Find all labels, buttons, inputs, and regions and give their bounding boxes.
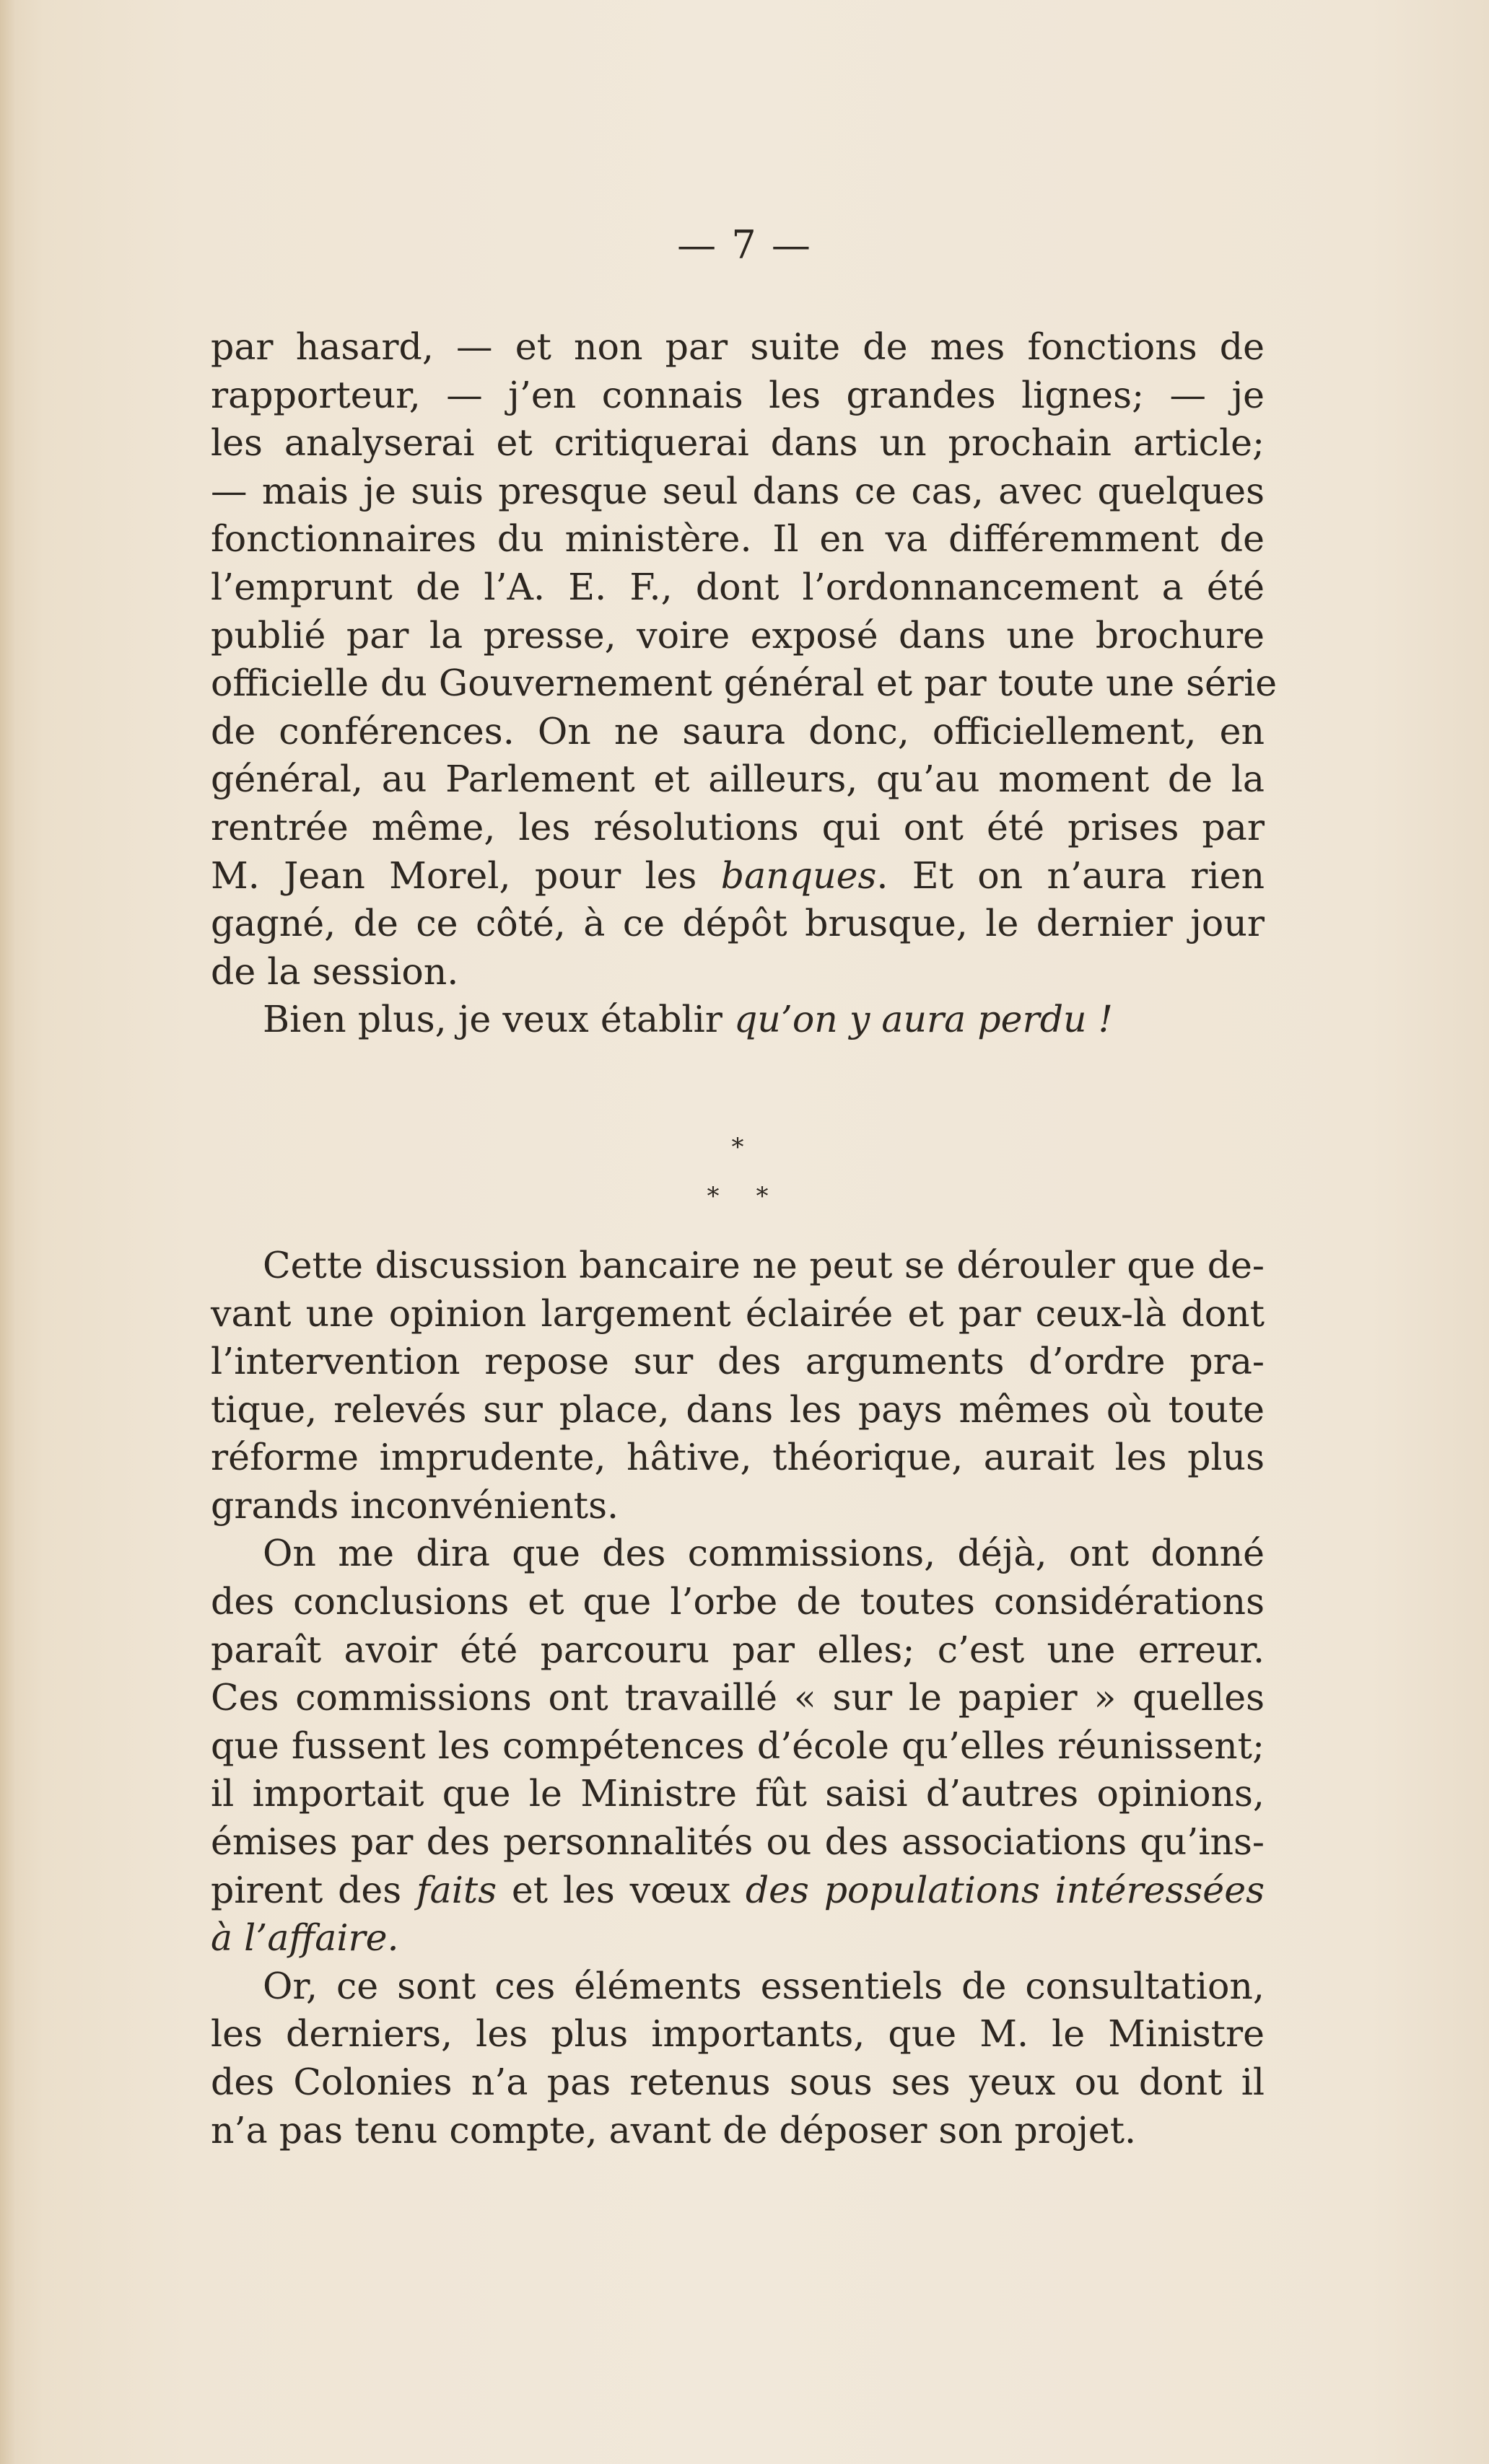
text-line: des Colonies n’a pas retenus sous ses yeux ou dont il — [211, 2061, 1265, 2103]
text-line — [211, 1867, 1265, 1915]
text-line: l’emprunt de l’A. E. F., dont l’ordonnancement a été — [211, 565, 1265, 608]
text-line: général, au Parlement et ailleurs, qu’au moment de la — [211, 758, 1265, 801]
page-body — [211, 323, 1278, 2154]
text-line: il importait que le Ministre fût saisi d’autres opinions, — [211, 1772, 1265, 1815]
text-line: n’a pas tenu compte, avant de déposer son projet. — [211, 2108, 1137, 2152]
asterism-star-left: * — [707, 1181, 720, 1211]
text-line: — mais je suis presque seul dans ce cas, avec quelques — [211, 469, 1265, 512]
asterism-separator — [211, 1044, 1265, 1268]
text-line: fonctionnaires du ministère. Il en va différemment de — [211, 517, 1265, 561]
text-run: M. Jean Morel, pour les — [211, 854, 721, 897]
text-line: de conférences. On ne saura donc, officiellement, en — [211, 709, 1265, 753]
text-line: de la session. — [211, 950, 459, 993]
text-line: les derniers, les plus importants, que M. le Ministre — [211, 2012, 1265, 2056]
text-line: grands inconvénients. — [211, 1483, 619, 1527]
text-line: les analyserai et critiquerai dans un prochain article; — [211, 421, 1265, 465]
asterism-star-right: * — [756, 1181, 769, 1211]
text-line: vant une opinion largement éclairée et par ceux-là dont — [211, 1292, 1265, 1335]
text-line: réforme imprudente, hâtive, théorique, aurait les plus — [211, 1436, 1265, 1479]
text-line: émises par des personnalités ou des associations qu’ins- — [211, 1820, 1265, 1864]
italic-text: banques — [720, 854, 877, 897]
page-number: — 7 — — [677, 222, 812, 268]
text-line: publié par la presse, voire exposé dans une brochure — [211, 613, 1265, 657]
text-line: Or, ce sont ces éléments essentiels de consultation, — [263, 1964, 1265, 2007]
text-line: tique, relevés sur place, dans les pays mêmes où toute — [211, 1387, 1265, 1431]
text-run: et les vœux — [497, 1868, 746, 1911]
text-line: rentrée même, les résolutions qui ont été prises par — [211, 805, 1265, 849]
page-spine-shadow — [0, 0, 16, 2464]
text-line — [211, 852, 1265, 900]
text-line: rapporteur, — j’en connais les grandes lignes; — je — [211, 373, 1265, 416]
paragraph-1 — [211, 323, 1278, 996]
italic-text: à l’affaire. — [211, 1916, 399, 1960]
text-line: On me dira que des commissions, déjà, ont donné — [263, 1532, 1265, 1575]
italic-text: qu’on y aura perdu ! — [733, 998, 1113, 1041]
text-run: . Et on n’aura rien — [876, 854, 1265, 897]
text-line — [263, 996, 1265, 1044]
text-line: officielle du Gouvernement général et par toute une série — [211, 662, 1278, 705]
text-line: que fussent les compétences d’école qu’elles réunissent; — [211, 1724, 1265, 1767]
paragraph-5 — [211, 1963, 1265, 2154]
paragraph-3 — [211, 1242, 1265, 1530]
text-line: paraît avoir été parcouru par elles; c’est une erreur. — [211, 1628, 1265, 1671]
text-line: l’intervention repose sur des arguments d’ordre pra- — [211, 1340, 1265, 1383]
paragraph-4 — [211, 1530, 1265, 1962]
text-line: Cette discussion bancaire ne peut se dérouler que de- — [263, 1243, 1265, 1286]
text-line: Ces commissions ont travaillé « sur le papier » quelles — [211, 1676, 1265, 1719]
italic-text: faits — [416, 1868, 497, 1911]
text-line — [211, 1914, 1265, 1963]
text-run: Bien plus, je veux établir — [263, 998, 734, 1041]
text-line: gagné, de ce côté, à ce dépôt brusque, le dernier jour — [211, 902, 1265, 945]
text-run: pirent des — [211, 1868, 416, 1911]
text-line: par hasard, — et non par suite de mes fonctions de — [211, 325, 1265, 368]
asterism-star-top: * — [731, 1132, 744, 1162]
text-line: des conclusions et que l’orbe de toutes considérations — [211, 1580, 1265, 1623]
paragraph-2 — [211, 996, 1265, 1044]
italic-text: des populations intéressées — [745, 1868, 1265, 1911]
